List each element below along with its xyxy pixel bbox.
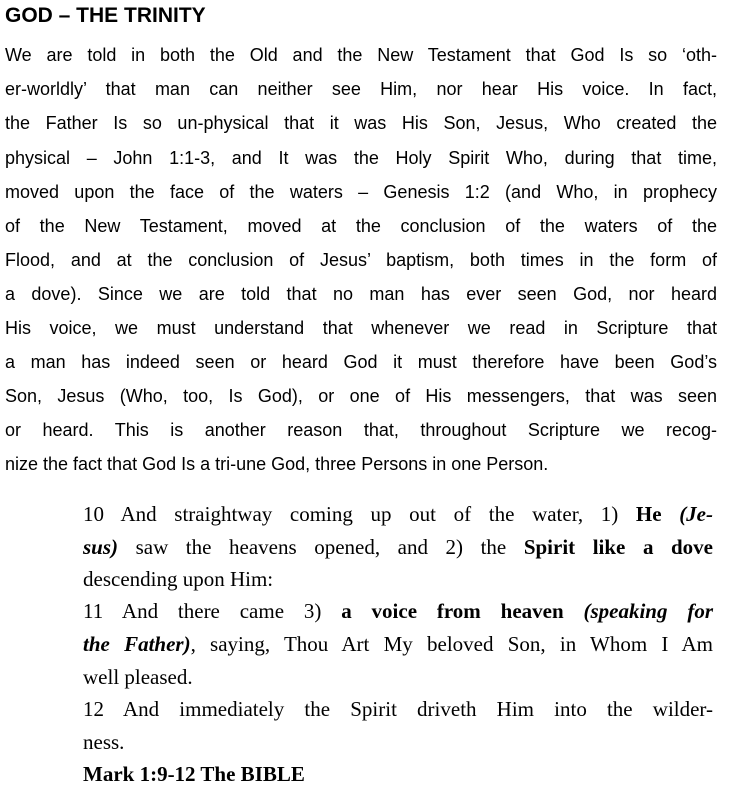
paragraph-line: nize the fact that God Is a tri-une God, three Persons in one Person. <box>5 454 549 474</box>
quote-citation: Mark 1:9-12 The BIBLE <box>83 762 305 786</box>
quote-line <box>83 631 713 657</box>
quote-emphasis-italic: (speaking for <box>583 599 713 623</box>
quote-emphasis: a voice from heaven <box>341 599 584 623</box>
page-title: GOD – THE TRINITY <box>5 4 206 27</box>
paragraph-line: er-worldly’ that man can neither see Him, nor hear His voice. In fact, <box>5 79 717 99</box>
quote-emphasis: He <box>635 502 680 526</box>
quote-line <box>83 598 713 624</box>
paragraph-line: or heard. This is another reason that, throughout Scripture we recog- <box>5 420 717 440</box>
quote-text: 11 And there came 3) <box>83 599 342 623</box>
quote-line <box>83 501 713 527</box>
quote-line: descending upon Him: <box>83 567 274 591</box>
quote-emphasis-italic: sus) <box>83 535 119 559</box>
paragraph-line: moved upon the face of the waters – Genesis 1:2 (and Who, in prophecy <box>5 182 717 202</box>
quote-line: well pleased. <box>83 665 193 689</box>
paragraph-line: physical – John 1:1-3, and It was the Holy Spirit Who, during that time, <box>5 148 717 168</box>
paragraph-line: of the New Testament, moved at the conclusion of the waters of the <box>5 216 717 236</box>
quote-text: 10 And straightway coming up out of the water, 1) <box>83 502 636 526</box>
paragraph-line: the Father Is so un-physical that it was His Son, Jesus, Who created the <box>5 113 717 133</box>
paragraph-line: We are told in both the Old and the New Testament that God Is so ‘oth- <box>5 45 717 65</box>
paragraph-line: His voice, we must understand that whenever we read in Scripture that <box>5 318 717 338</box>
quote-text: saw the heavens opened, and 2) the <box>118 535 524 559</box>
quote-line <box>83 534 713 560</box>
quote-line: 12 And immediately the Spirit driveth Him into the wilder- <box>83 697 713 721</box>
paragraph-line: a dove). Since we are told that no man has ever seen God, nor heard <box>5 284 717 304</box>
paragraph-line: Flood, and at the conclusion of Jesus’ baptism, both times in the form of <box>5 250 717 270</box>
paragraph-line: a man has indeed seen or heard God it must therefore have been God’s <box>5 352 717 372</box>
quote-emphasis-italic: (Je- <box>679 502 713 526</box>
paragraph-line: Son, Jesus (Who, too, Is God), or one of His messengers, that was seen <box>5 386 717 406</box>
quote-text: , saying, Thou Art My beloved Son, in Whom I Am <box>190 632 713 656</box>
quote-line: ness. <box>83 730 125 754</box>
quote-emphasis: Spirit like a dove <box>523 535 713 559</box>
quote-emphasis-italic: the Father) <box>83 632 191 656</box>
